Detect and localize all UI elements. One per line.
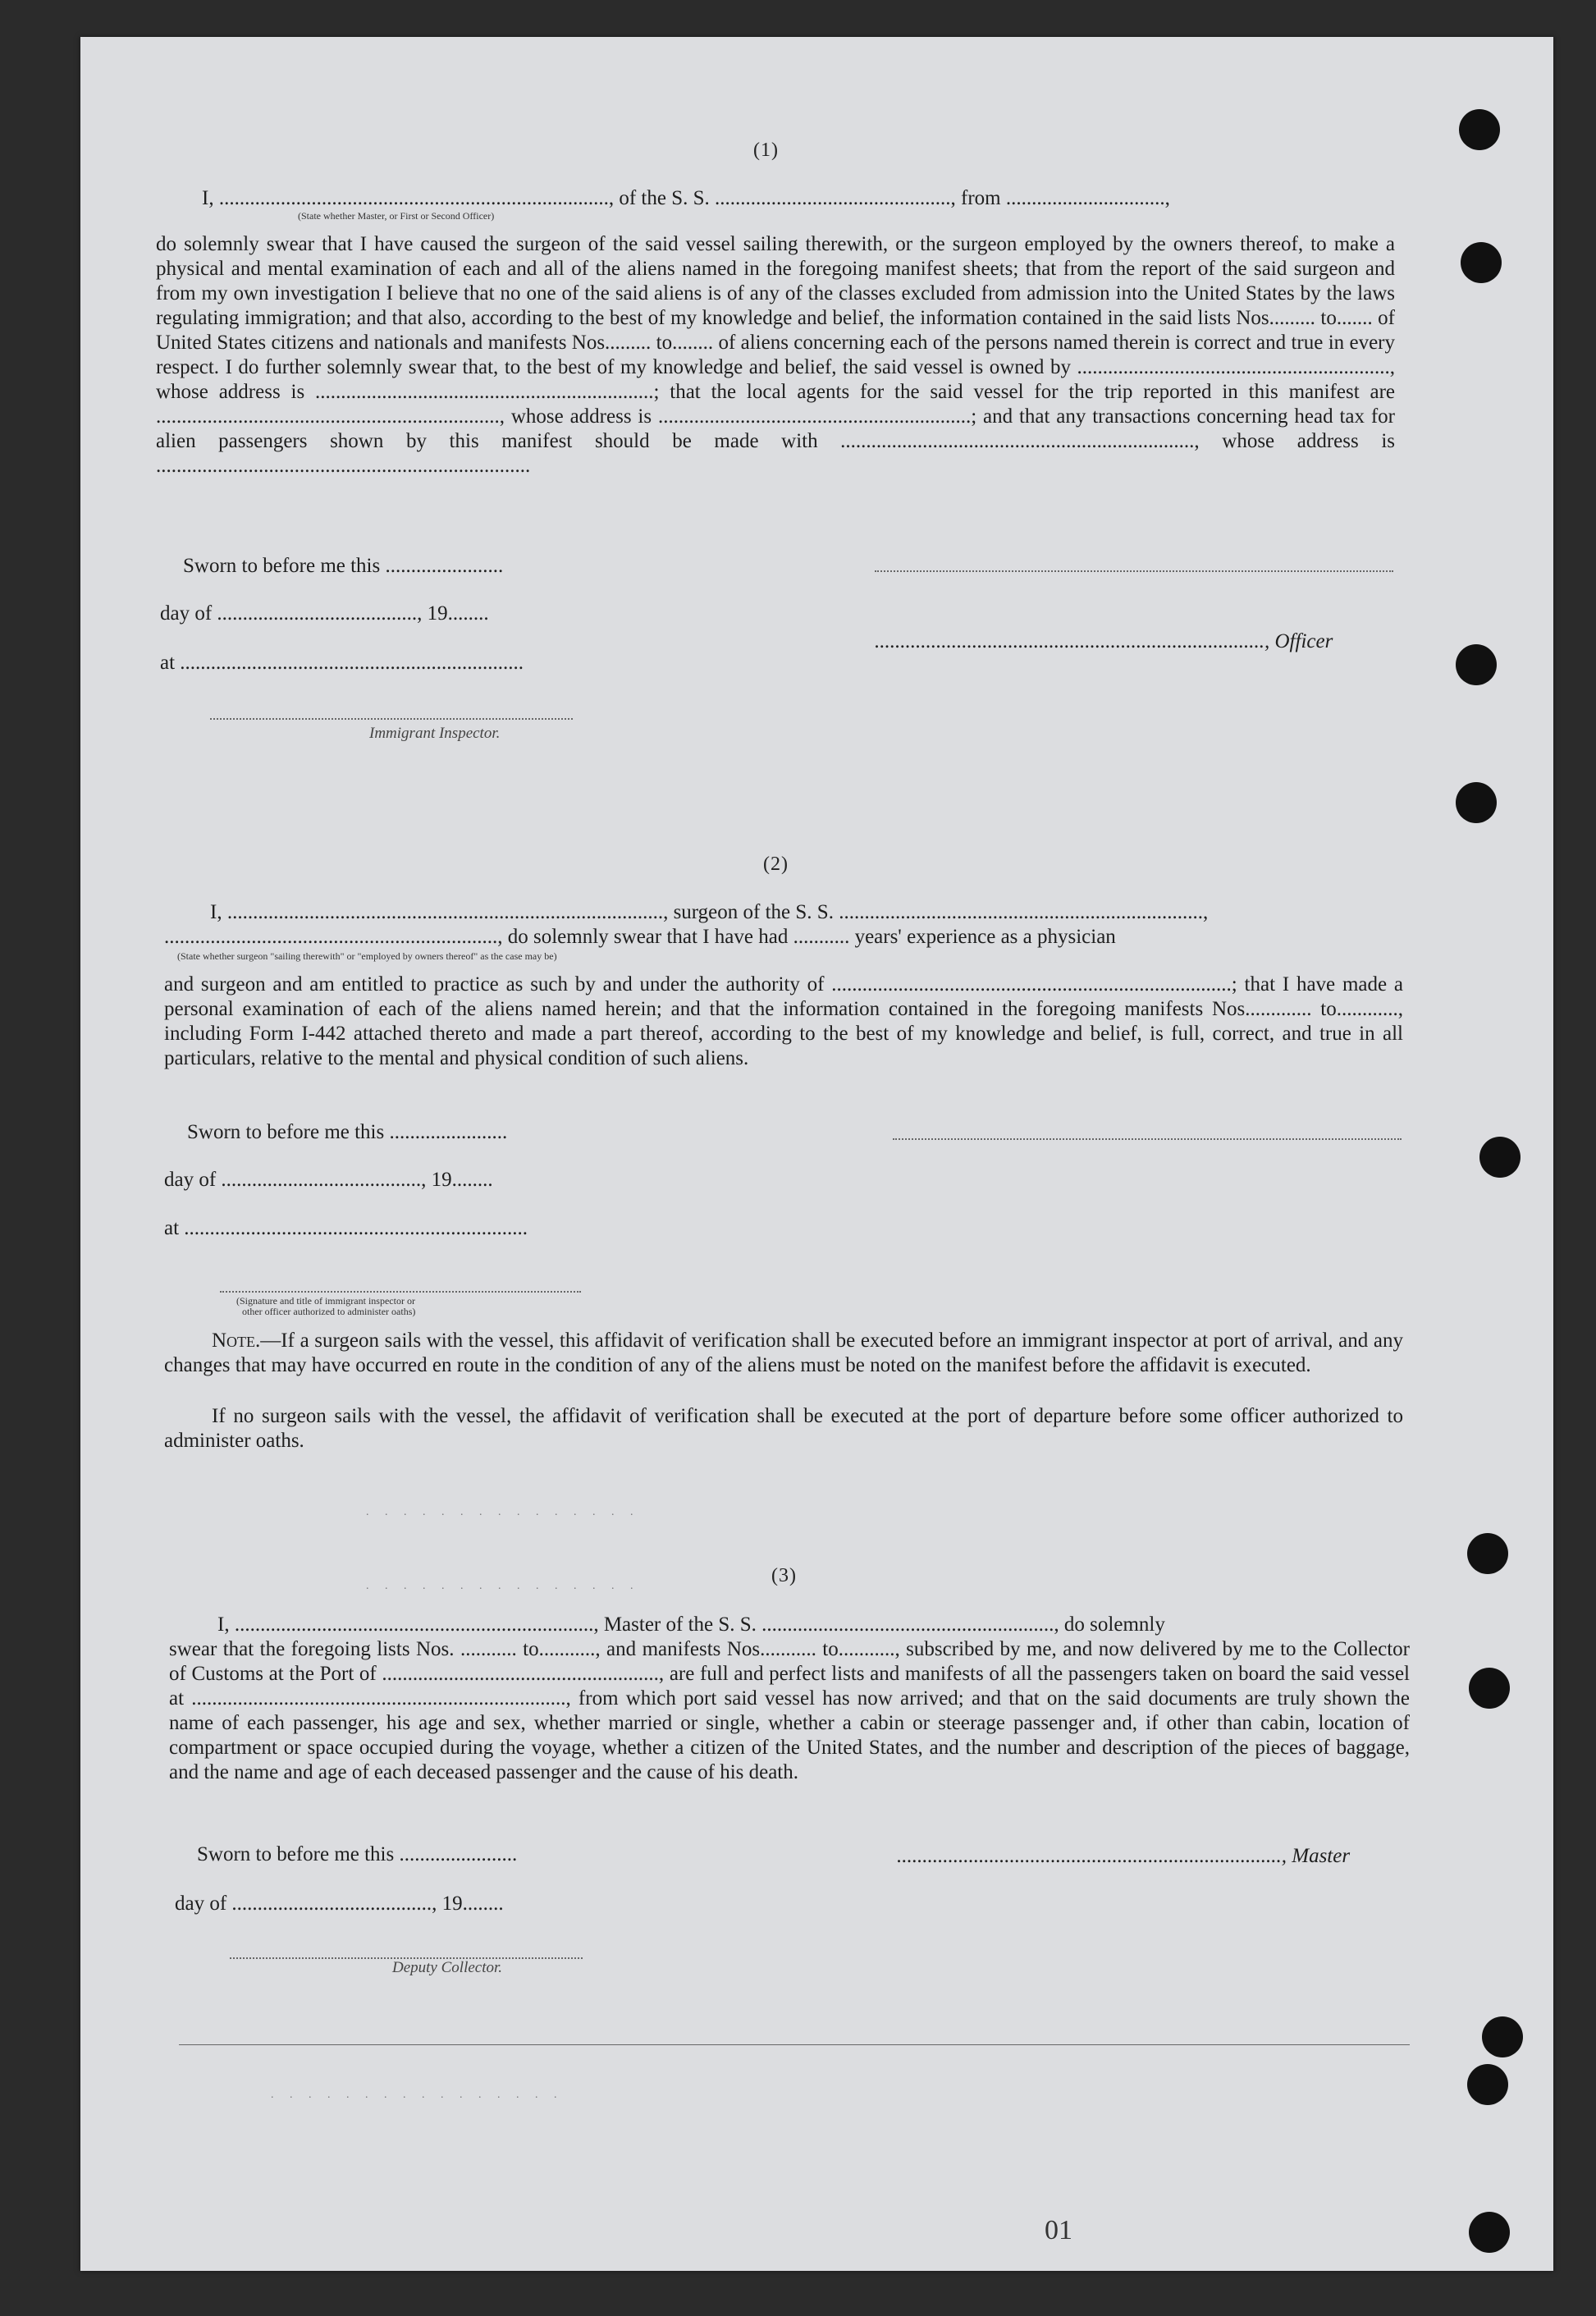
- section-3-master-line: [897, 1844, 1350, 1869]
- punch-hole: [1459, 109, 1500, 150]
- section-2-line-2: ................................................................., do solemnly swear that I have had ........... years' experience as a physician: [164, 926, 1116, 948]
- section-3-sworn: Sworn to before me this .......................: [197, 1843, 518, 1865]
- form-page: [80, 37, 1553, 2271]
- punch-hole: [1469, 2212, 1510, 2253]
- punch-hole: [1456, 644, 1497, 685]
- officer-caption: (State whether Master, or First or Second Officer): [298, 210, 495, 222]
- section-2-day: day of ......................................., 19........: [164, 1169, 493, 1191]
- punch-hole: [1467, 1533, 1508, 1574]
- note-label: Note.: [212, 1330, 261, 1352]
- punch-hole: [1467, 2064, 1508, 2105]
- section-1-officer-line: [875, 629, 1333, 654]
- punch-hole: [1469, 1668, 1510, 1709]
- faint-mark: . . . . . . . . . . . . . . .: [366, 1580, 640, 1592]
- inspector-signature-line: [210, 718, 573, 720]
- section-3-day: day of ......................................., 19........: [175, 1893, 504, 1915]
- surgeon-caption: (State whether surgeon "sailing therewith" or "employed by owners thereof" as the case may be): [177, 950, 557, 962]
- section-2-note-2: If no surgeon sails with the vessel, the affidavit of verification shall be executed at the port of departure before some officer authorized to administer oaths.: [164, 1405, 1403, 1452]
- section-1-sworn: Sworn to before me this .......................: [183, 555, 504, 577]
- section-2-at: at ...................................................................: [164, 1217, 528, 1239]
- section-2-sworn: Sworn to before me this .......................: [187, 1121, 508, 1143]
- page-mark: 01: [1045, 2215, 1072, 2245]
- section-2-number: (2): [763, 854, 789, 875]
- section-1-day: day of ......................................., 19........: [160, 602, 489, 625]
- section-2-note-1: [164, 1329, 1403, 1378]
- section-1-at: at ...................................................................: [160, 652, 524, 674]
- inspector-signature-line: [220, 1291, 581, 1293]
- signature-caption-1: (Signature and title of immigrant inspector or: [236, 1295, 415, 1307]
- immigrant-inspector-label: Immigrant Inspector.: [369, 725, 501, 742]
- section-3-body: swear that the foregoing lists Nos. ........... to..........., and manifests Nos........... to..........., subscribed by me, and now delivered by me to the Collector of Customs at the Port of ......................................................, are full and perfect lists and manifests of all the passengers taken on board the said vessel at ........................................................................., from which port said vessel has now arrived; and that on the said documents are truly shown the name of each passenger, his age and sex, whether married or single, whether a cabin or steerage passenger and, if other than cabin, location of compartment or space occupied during the voyage, whether a citizen of the United States, and the number and description of the pieces of baggage, and the name and age of each deceased passenger and the cause of his death.: [169, 1638, 1410, 1783]
- section-3-number: (3): [771, 1565, 797, 1586]
- master-signature-line: ..........................................................................., Master: [897, 1845, 1351, 1867]
- signature-line: [893, 1138, 1402, 1140]
- punch-hole: [1482, 2016, 1523, 2057]
- section-3-line-1: I, ......................................................................, Master of the S. S. ........................................................., do solemnly: [217, 1613, 1165, 1636]
- faint-mark: . . . . . . . . . . . . . . . .: [271, 2089, 564, 2101]
- punch-hole: [1456, 782, 1497, 823]
- signature-line: [875, 570, 1393, 572]
- note-text-1: —If a surgeon sails with the vessel, this affidavit of verification shall be executed before an immigrant inspector at port of arrival, and any changes that may have occurred en route in the condition of any of the aliens must be noted on the manifest before the affidavit is executed.: [164, 1330, 1403, 1376]
- signature-caption-2: other officer authorized to administer oaths): [242, 1306, 416, 1317]
- punch-hole: [1479, 1137, 1521, 1178]
- section-2-line-1: I, ....................................................................................., surgeon of the S. S. .......................................................................,: [210, 901, 1209, 923]
- officer-signature-line: ............................................................................, Officer: [875, 630, 1333, 652]
- faint-mark: . . . . . . . . . . . . . . .: [366, 1506, 640, 1518]
- deputy-collector-label: Deputy Collector.: [392, 1959, 503, 1976]
- section-2-body: and surgeon and am entitled to practice as such by and under the authority of ..............................................................................; that I have made a personal examination of each of the aliens named herein; and that the information contained in the foregoing manifests Nos............. to............, including Form I-442 attached thereto and made a part thereof, according to the best of my knowledge and belief, is full, correct, and true in all particulars, relative to the mental and physical condition of such aliens.: [164, 973, 1403, 1069]
- punch-hole: [1461, 242, 1502, 283]
- section-1-number: (1): [753, 140, 779, 161]
- section-1-body: do solemnly swear that I have caused the surgeon of the said vessel sailing therewith, or the surgeon employed by the owners thereof, to make a physical and mental examination of each and all of the aliens named in the foregoing manifest sheets; that from the report of the said surgeon and from my own investigation I believe that no one of the said aliens is of any of the classes excluded from admission into the United States by the laws regulating immigration; and that also, according to the best of my knowledge and belief, the information contained in the said lists Nos......... to....... of United States citizens and nationals and manifests Nos......... to........ of aliens concerning each of the persons named therein is correct and true in every respect. I do further solemnly swear that, to the best of my knowledge and belief, the said vessel is owned by ............................................................., whose address is ..................................................................; that the local agents for the said vessel for the trip reported in this manifest are ..................................................................., whose address is .............................................................; and that any transactions concerning head tax for alien passengers shown by this manifest should be made with ....................................................................., whose address is .........................................................................: [156, 233, 1395, 477]
- section-1-line-1: I, ............................................................................, of the S. S. .............................................., from ...............................,: [202, 187, 1170, 209]
- bottom-divider: [179, 2044, 1410, 2045]
